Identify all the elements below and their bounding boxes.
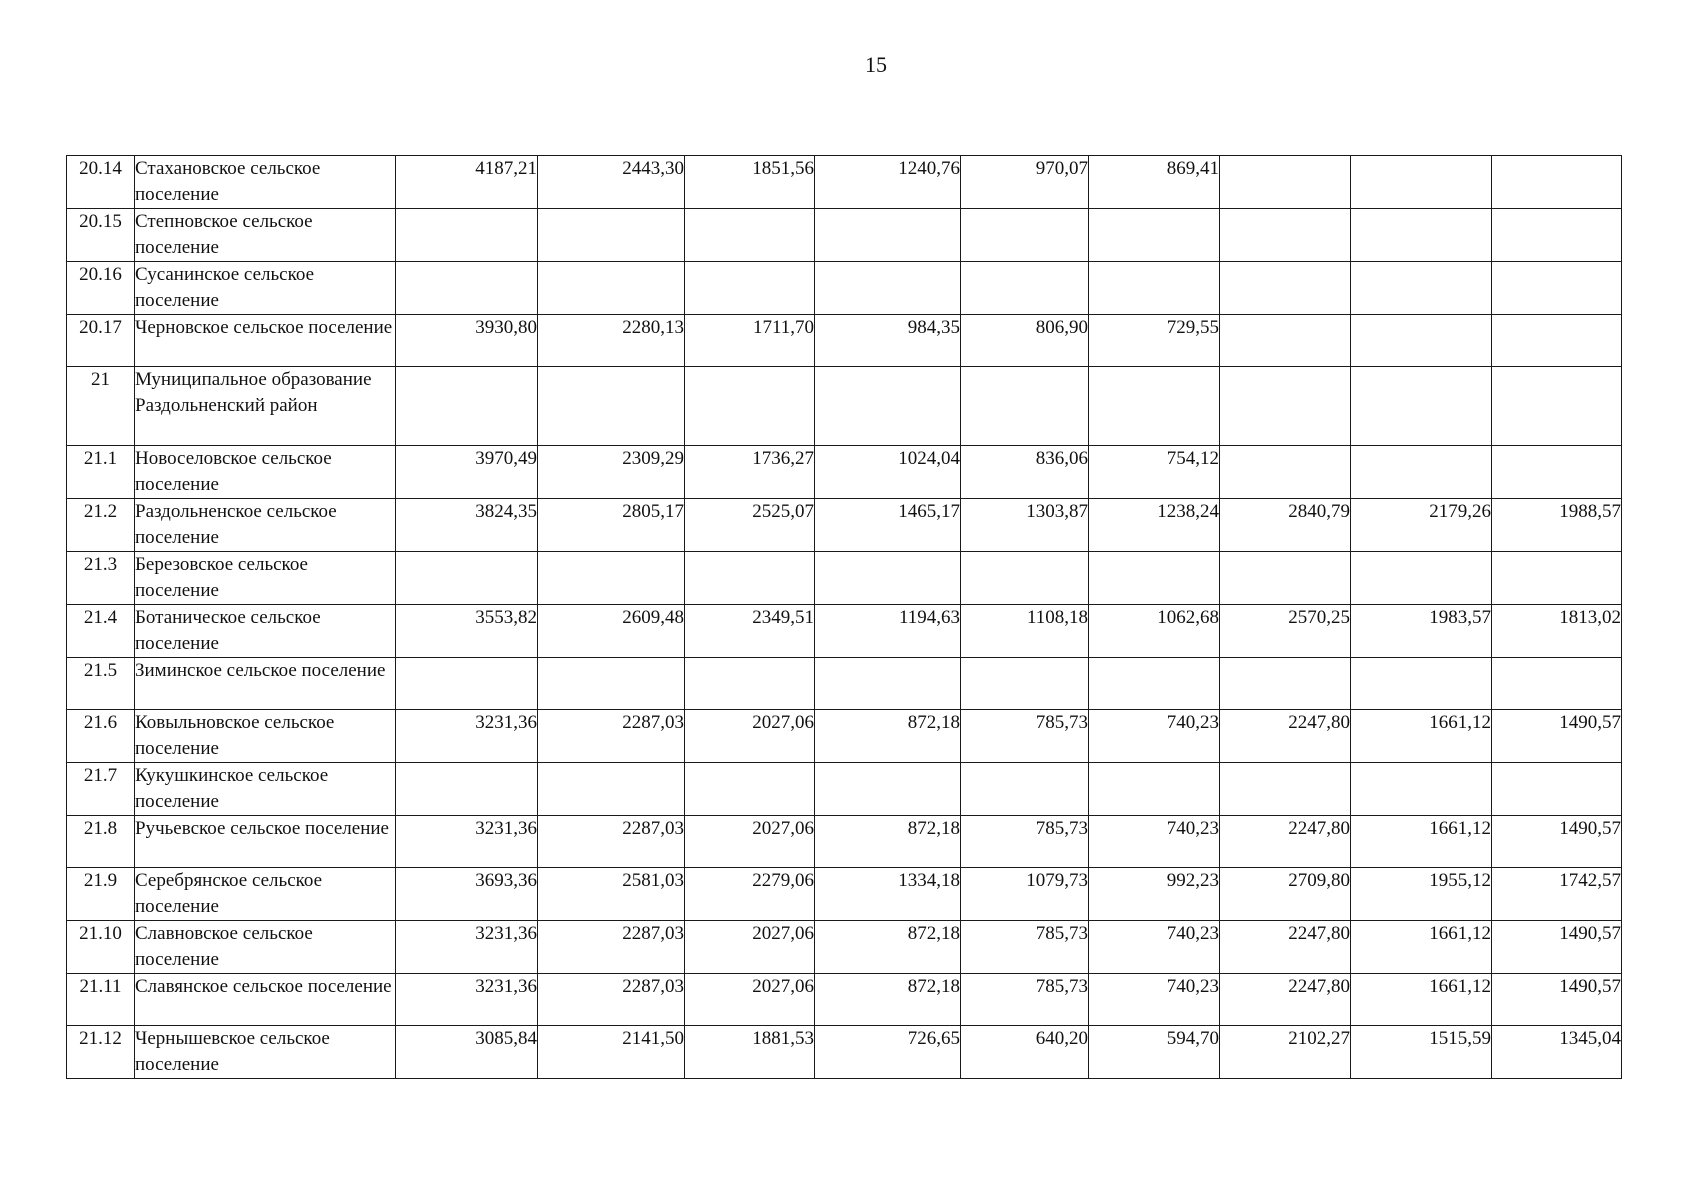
value-cell [396,552,538,605]
value-cell [961,552,1089,605]
value-cell [961,367,1089,446]
settlement-name: Чернышевское сельское поселение [135,1026,396,1079]
value-cell [1492,315,1622,367]
settlement-name: Ручьевское сельское поселение [135,816,396,868]
value-cell [685,763,815,816]
value-cell: 3231,36 [396,974,538,1026]
value-cell: 1490,57 [1492,816,1622,868]
value-cell: 754,12 [1089,446,1220,499]
value-cell [1220,446,1351,499]
settlement-name: Ботаническое сельское поселение [135,605,396,658]
settlement-name: Черновское сельское поселение [135,315,396,367]
table-row [67,974,1622,1026]
table-row [67,315,1622,367]
table-row [67,868,1622,921]
value-cell: 1024,04 [815,446,961,499]
value-cell [961,209,1089,262]
value-cell: 740,23 [1089,921,1220,974]
value-cell [1351,209,1492,262]
settlement-name: Степновское сельское поселение [135,209,396,262]
table-row [67,658,1622,710]
value-cell [538,209,685,262]
row-number: 21.3 [67,552,135,605]
value-cell: 4187,21 [396,156,538,209]
value-cell [396,367,538,446]
row-number: 21.8 [67,816,135,868]
row-number: 21.1 [67,446,135,499]
settlement-name: Сусанинское сельское поселение [135,262,396,315]
table-row [67,1026,1622,1079]
value-cell: 2027,06 [685,710,815,763]
value-cell: 1515,59 [1351,1026,1492,1079]
table-row [67,367,1622,446]
value-cell: 1988,57 [1492,499,1622,552]
value-cell [1220,209,1351,262]
row-number: 21.12 [67,1026,135,1079]
value-cell [815,763,961,816]
settlement-name: Березовское сельское поселение [135,552,396,605]
value-cell [1351,315,1492,367]
settlement-name: Серебрянское сельское поселение [135,868,396,921]
value-cell: 1108,18 [961,605,1089,658]
row-number: 20.14 [67,156,135,209]
settlement-name: Кукушкинское сельское поселение [135,763,396,816]
table-row [67,209,1622,262]
value-cell [396,262,538,315]
row-number: 21.11 [67,974,135,1026]
value-cell [1351,658,1492,710]
value-cell: 1490,57 [1492,921,1622,974]
table-row [67,262,1622,315]
row-number: 20.16 [67,262,135,315]
value-cell: 2102,27 [1220,1026,1351,1079]
value-cell [1089,658,1220,710]
value-cell [1351,367,1492,446]
value-cell: 1661,12 [1351,710,1492,763]
value-cell [1492,763,1622,816]
value-cell: 2247,80 [1220,974,1351,1026]
value-cell [538,262,685,315]
value-cell [1492,367,1622,446]
row-number: 20.17 [67,315,135,367]
value-cell [1220,262,1351,315]
value-cell: 2027,06 [685,921,815,974]
value-cell: 3553,82 [396,605,538,658]
value-cell: 785,73 [961,974,1089,1026]
value-cell: 3824,35 [396,499,538,552]
value-cell [1089,763,1220,816]
row-number: 20.15 [67,209,135,262]
value-cell: 2027,06 [685,816,815,868]
value-cell: 2349,51 [685,605,815,658]
value-cell [1492,552,1622,605]
value-cell [1089,262,1220,315]
value-cell [1220,367,1351,446]
row-number: 21 [67,367,135,446]
value-cell [1351,262,1492,315]
value-cell: 1736,27 [685,446,815,499]
settlement-name: Муниципальное образование Раздольненский район [135,367,396,446]
value-cell: 740,23 [1089,710,1220,763]
value-cell [1220,156,1351,209]
value-cell: 2141,50 [538,1026,685,1079]
value-cell: 1303,87 [961,499,1089,552]
value-cell: 3231,36 [396,921,538,974]
value-cell: 740,23 [1089,816,1220,868]
settlement-name: Славянское сельское поселение [135,974,396,1026]
value-cell: 1983,57 [1351,605,1492,658]
value-cell: 594,70 [1089,1026,1220,1079]
value-cell: 869,41 [1089,156,1220,209]
value-cell [538,763,685,816]
table-row [67,763,1622,816]
row-number: 21.7 [67,763,135,816]
value-cell: 1955,12 [1351,868,1492,921]
value-cell: 1490,57 [1492,710,1622,763]
table-row [67,499,1622,552]
value-cell [1492,658,1622,710]
value-cell [1220,658,1351,710]
value-cell [1492,446,1622,499]
settlement-name: Славновское сельское поселение [135,921,396,974]
value-cell: 1062,68 [1089,605,1220,658]
value-cell: 2247,80 [1220,921,1351,974]
value-cell [1089,552,1220,605]
value-cell: 2280,13 [538,315,685,367]
value-cell: 729,55 [1089,315,1220,367]
value-cell: 1490,57 [1492,974,1622,1026]
value-cell [1492,262,1622,315]
value-cell [1492,156,1622,209]
value-cell [685,367,815,446]
value-cell [815,367,961,446]
value-cell: 992,23 [1089,868,1220,921]
table-row [67,816,1622,868]
value-cell [961,658,1089,710]
value-cell: 1465,17 [815,499,961,552]
value-cell [1220,552,1351,605]
value-cell: 2179,26 [1351,499,1492,552]
value-cell [396,658,538,710]
row-number: 21.2 [67,499,135,552]
value-cell: 872,18 [815,710,961,763]
value-cell: 2525,07 [685,499,815,552]
settlement-name: Раздольненское сельское поселение [135,499,396,552]
value-cell: 2581,03 [538,868,685,921]
value-cell: 785,73 [961,921,1089,974]
value-cell [815,658,961,710]
value-cell: 3970,49 [396,446,538,499]
value-cell: 1742,57 [1492,868,1622,921]
value-cell [685,552,815,605]
value-cell: 740,23 [1089,974,1220,1026]
row-number: 21.5 [67,658,135,710]
value-cell [538,367,685,446]
page-number: 15 [865,52,887,77]
table-row [67,446,1622,499]
value-cell [1089,209,1220,262]
value-cell: 1238,24 [1089,499,1220,552]
value-cell: 3231,36 [396,816,538,868]
value-cell: 2840,79 [1220,499,1351,552]
settlement-name: Ковыльновское сельское поселение [135,710,396,763]
value-cell [1089,367,1220,446]
value-cell: 1851,56 [685,156,815,209]
value-cell [1351,552,1492,605]
value-cell: 2247,80 [1220,816,1351,868]
settlement-name: Новоселовское сельское поселение [135,446,396,499]
value-cell [961,262,1089,315]
value-cell: 2570,25 [1220,605,1351,658]
value-cell: 2609,48 [538,605,685,658]
value-cell [961,763,1089,816]
table-row [67,552,1622,605]
value-cell: 2443,30 [538,156,685,209]
value-cell [396,209,538,262]
value-cell [396,763,538,816]
value-cell: 2805,17 [538,499,685,552]
value-cell [1220,315,1351,367]
value-cell: 970,07 [961,156,1089,209]
value-cell: 726,65 [815,1026,961,1079]
value-cell: 1194,63 [815,605,961,658]
value-cell: 3930,80 [396,315,538,367]
value-cell: 2709,80 [1220,868,1351,921]
table-row [67,921,1622,974]
value-cell: 2247,80 [1220,710,1351,763]
value-cell: 785,73 [961,710,1089,763]
value-cell: 1711,70 [685,315,815,367]
value-cell: 1240,76 [815,156,961,209]
value-cell: 785,73 [961,816,1089,868]
value-cell [1351,156,1492,209]
value-cell: 1079,73 [961,868,1089,921]
value-cell [815,262,961,315]
value-cell: 2287,03 [538,974,685,1026]
settlement-name: Зиминское сельское поселение [135,658,396,710]
table-body [67,156,1622,1079]
value-cell: 1661,12 [1351,816,1492,868]
value-cell [815,209,961,262]
value-cell: 3231,36 [396,710,538,763]
row-number: 21.9 [67,868,135,921]
row-number: 21.6 [67,710,135,763]
value-cell [685,658,815,710]
value-cell [1492,209,1622,262]
value-cell: 2287,03 [538,710,685,763]
value-cell: 2309,29 [538,446,685,499]
value-cell [685,262,815,315]
settlement-name: Стахановское сельское поселение [135,156,396,209]
tariff-table [66,155,1622,1079]
value-cell [815,552,961,605]
value-cell: 2027,06 [685,974,815,1026]
value-cell: 1661,12 [1351,921,1492,974]
value-cell: 1334,18 [815,868,961,921]
value-cell: 872,18 [815,974,961,1026]
value-cell: 2287,03 [538,921,685,974]
value-cell [1351,446,1492,499]
value-cell: 1813,02 [1492,605,1622,658]
value-cell [685,209,815,262]
value-cell: 806,90 [961,315,1089,367]
value-cell: 640,20 [961,1026,1089,1079]
value-cell: 1661,12 [1351,974,1492,1026]
value-cell: 984,35 [815,315,961,367]
value-cell [1220,763,1351,816]
value-cell: 872,18 [815,816,961,868]
row-number: 21.10 [67,921,135,974]
value-cell: 836,06 [961,446,1089,499]
value-cell: 872,18 [815,921,961,974]
value-cell: 3085,84 [396,1026,538,1079]
row-number: 21.4 [67,605,135,658]
value-cell: 1345,04 [1492,1026,1622,1079]
table-row [67,156,1622,209]
value-cell: 3693,36 [396,868,538,921]
value-cell: 1881,53 [685,1026,815,1079]
value-cell: 2279,06 [685,868,815,921]
value-cell: 2287,03 [538,816,685,868]
value-cell [538,552,685,605]
table-row [67,710,1622,763]
table-row [67,605,1622,658]
value-cell [1351,763,1492,816]
value-cell [538,658,685,710]
